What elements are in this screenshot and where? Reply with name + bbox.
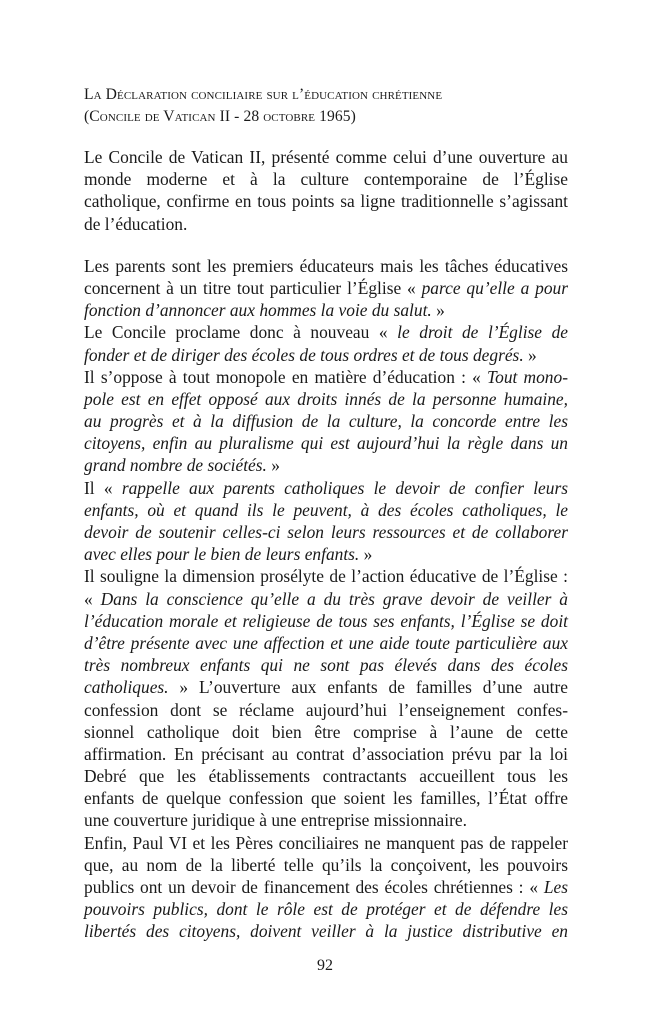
text-fragment: confession dont se réclame aujourd’hui l’enseignement confes-	[84, 699, 568, 720]
italic-quote-fragment: citoyens, enfin au pluralisme qui est aujourd’hui la règle dans un	[84, 433, 568, 454]
text-fragment: publics ont un devoir de financement des écoles chrétiennes : «	[84, 877, 544, 897]
text-line	[84, 521, 568, 543]
text-line	[84, 854, 568, 876]
text-line	[84, 388, 568, 410]
text-line	[84, 721, 568, 743]
text-fragment: enfants de quelque confession que soient les familles, l’État offre	[84, 788, 568, 809]
text-line	[84, 765, 568, 787]
text-line	[84, 676, 568, 698]
text-line	[84, 565, 568, 587]
text-line	[84, 454, 568, 476]
text-fragment: de l’éducation.	[84, 213, 188, 234]
italic-quote-fragment: Tout mono-	[487, 366, 568, 387]
italic-quote-fragment: pouvoirs publics, dont le rôle est de protéger et de défendre les	[84, 899, 568, 920]
text-fragment: que, au nom de la liberté telle qu’ils la conçoivent, les pouvoirs	[84, 854, 568, 875]
italic-quote-fragment: catholiques.	[84, 677, 169, 698]
text-line	[84, 699, 568, 721]
text-line	[84, 410, 568, 432]
text-fragment: «	[84, 588, 101, 609]
italic-quote-fragment: fonction d’annoncer aux hommes la voie du salut.	[84, 300, 432, 321]
italic-quote-fragment: libertés des citoyens, doivent veiller à la justice distributive en	[84, 921, 568, 942]
text-line	[84, 499, 568, 521]
text-fragment: Il souligne la dimension prosélyte de l’action éducative de l’Église :	[84, 566, 568, 587]
text-fragment: une couverture juridique à une entreprise missionnaire.	[84, 810, 467, 831]
text-fragment: »	[266, 455, 280, 476]
body-text	[84, 146, 568, 943]
text-fragment: »	[431, 300, 445, 321]
italic-quote-fragment: très nombreux enfants qui ne sont pas élevés dans des écoles	[84, 655, 568, 676]
italic-quote-fragment: pole est en effet opposé aux droits innés de la personne humaine,	[84, 388, 568, 409]
text-fragment: »	[359, 544, 373, 565]
italic-quote-fragment: avec elles pour le bien de leurs enfants.	[84, 544, 360, 565]
text-fragment: Les parents sont les premiers éducateurs mais les tâches éducatives	[84, 255, 568, 276]
text-fragment: Le Concile de Vatican II, présenté comme celui d’une ouverture au	[84, 147, 568, 167]
text-line	[84, 809, 568, 831]
italic-quote-fragment: devoir de soutenir celles-ci selon leurs ressources et de collaborer	[84, 522, 568, 542]
italic-quote-fragment: parce qu’elle a pour	[421, 277, 568, 298]
italic-quote-fragment: au progrès et à la diffusion de la culture, la concorde entre les	[84, 411, 568, 432]
text-fragment: » L’ouverture aux enfants de familles d’une autre	[168, 677, 568, 698]
text-fragment: affirmation. En précisant au contrat d’association prévu par la loi	[84, 743, 568, 764]
heading-line-2: (Concile de Vatican II - 28 octobre 1965)	[84, 108, 356, 125]
text-fragment: Il s’oppose à tout monopole en matière d’éducation : «	[84, 366, 488, 387]
italic-quote-fragment: d’être présente avec une affection et une aide toute particulière aux	[84, 632, 568, 653]
text-fragment: concernent à un titre tout particulier l’Église «	[84, 277, 422, 298]
text-line	[84, 277, 568, 299]
text-fragment: Le Concile proclame donc à nouveau «	[84, 322, 398, 343]
text-fragment: monde moderne et à la culture contemporaine de l’Église	[84, 169, 568, 190]
text-line	[84, 344, 568, 366]
heading-line-1: La Déclaration conciliaire sur l’éducation chrétienne	[84, 86, 443, 103]
text-fragment: sionnel catholique doit bien être comprise à l’aune de cette	[84, 721, 568, 742]
text-fragment: Il «	[84, 477, 122, 498]
text-line	[84, 146, 568, 168]
paragraph-gap	[84, 235, 568, 255]
text-line	[84, 213, 568, 235]
text-line	[84, 632, 568, 654]
text-line	[84, 787, 568, 809]
text-fragment: Enfin, Paul VI et les Pères conciliaires ne manquent pas de rappeler	[84, 832, 568, 853]
italic-quote-fragment: rappelle aux parents catholiques le devoir de confier leurs	[121, 477, 569, 498]
italic-quote-fragment: Dans la conscience qu’elle a du très grave devoir de veiller à	[100, 588, 568, 609]
text-line	[84, 477, 568, 499]
text-line	[84, 898, 568, 920]
text-line	[84, 543, 568, 565]
text-line	[84, 321, 568, 343]
text-line	[84, 610, 568, 632]
italic-quote-fragment: l’éducation morale et religieuse de tous ses enfants, l’Église se doit	[84, 610, 568, 631]
text-fragment: Debré que les établissements contractants accueillent tous les	[84, 766, 568, 787]
italic-quote-fragment: enfants, où et quand ils le peuvent, à des écoles catholiques, le	[84, 499, 568, 520]
text-line	[84, 832, 568, 854]
text-line	[84, 190, 568, 212]
italic-quote-fragment: le droit de l’Église de	[397, 322, 568, 343]
text-line	[84, 432, 568, 454]
text-line	[84, 654, 568, 676]
italic-quote-fragment: Les	[543, 877, 568, 897]
italic-quote-fragment: grand nombre de sociétés.	[84, 455, 267, 476]
page-number: 92	[317, 957, 333, 974]
text-line	[84, 168, 568, 190]
text-fragment: catholique, confirme en tous points sa ligne traditionnelle s’agissant	[84, 191, 568, 212]
text-line	[84, 876, 568, 898]
text-line	[84, 743, 568, 765]
text-line	[84, 299, 568, 321]
text-line	[84, 920, 568, 942]
text-fragment: »	[523, 344, 537, 365]
text-line	[84, 366, 568, 388]
text-line	[84, 588, 568, 610]
italic-quote-fragment: fonder et de diriger des écoles de tous ordres et de tous degrés.	[84, 344, 524, 365]
text-line	[84, 255, 568, 277]
section-heading	[84, 84, 574, 128]
